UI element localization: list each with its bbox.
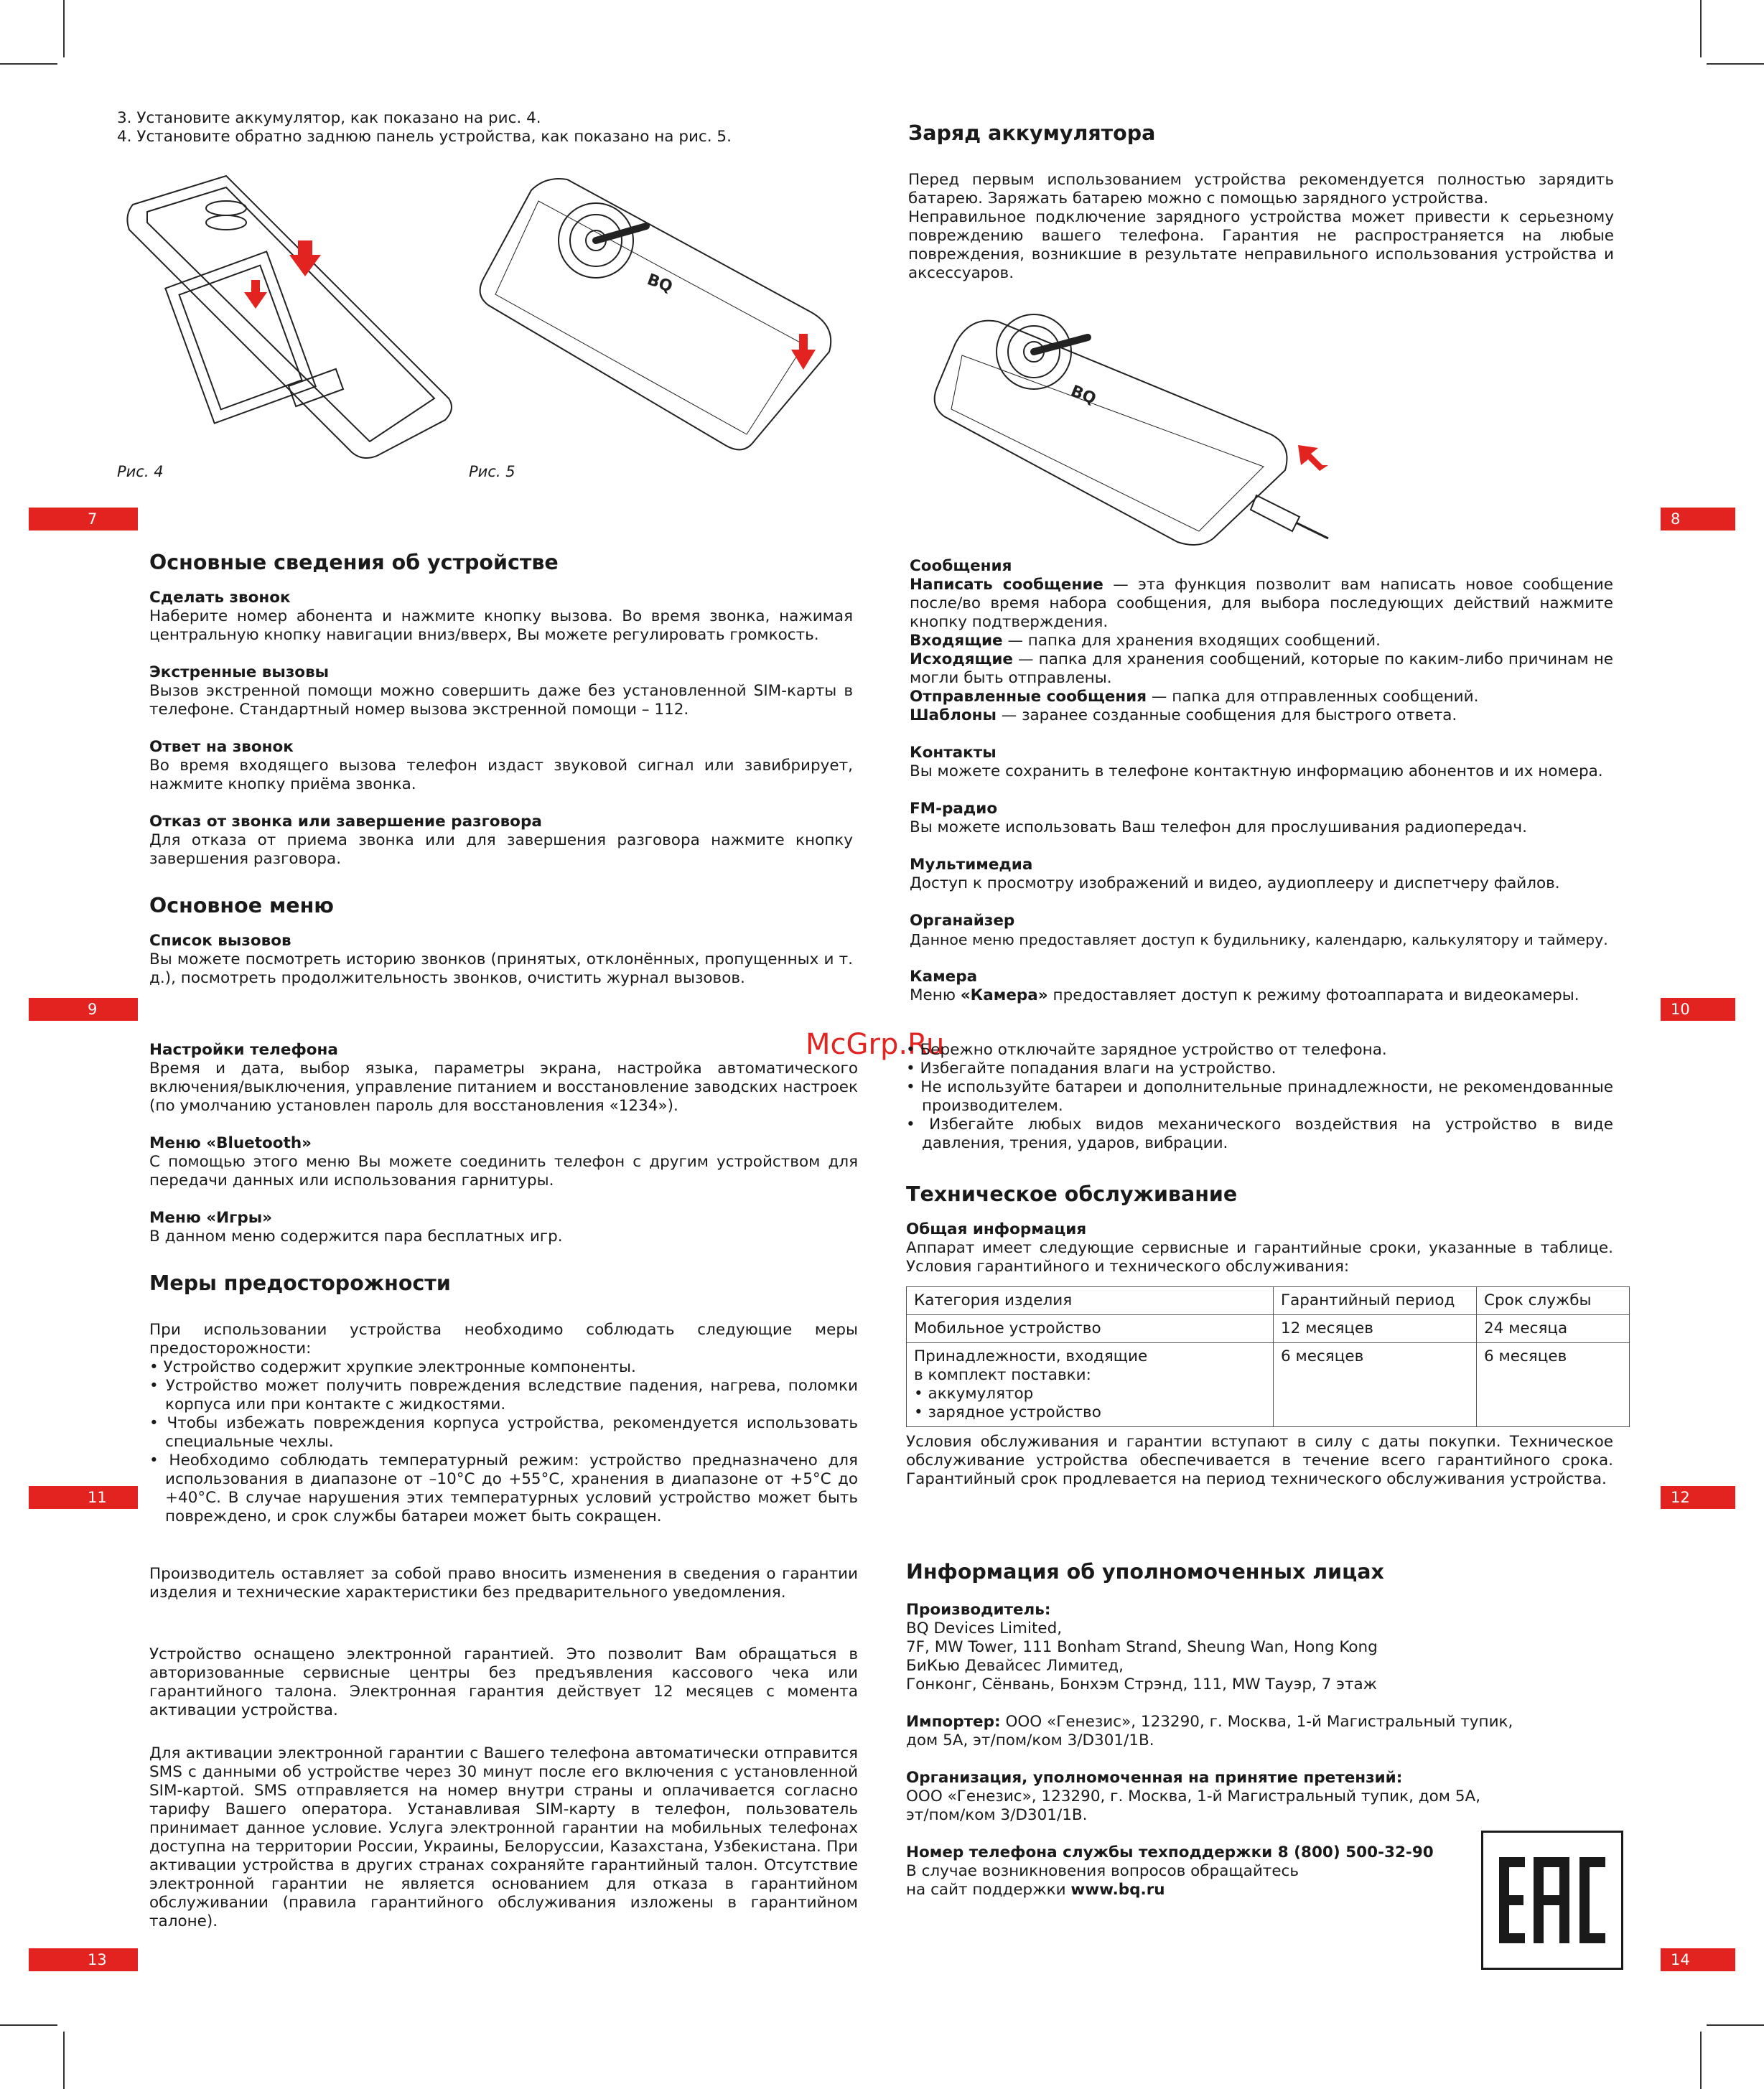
battery-install-illustration	[118, 162, 463, 463]
step-4: 4. Установите обратно заднюю панель устройства, как показано на рис. 5.	[117, 128, 732, 146]
term: Исходящие	[910, 650, 1013, 668]
paragraph: Производитель оставляет за собой право вносить изменения в сведения о гарантии изделия и технические характеристики без предварительного уведомления.	[149, 1565, 858, 1602]
table-cell: 24 месяца	[1477, 1315, 1630, 1343]
figure-4-caption: Рис. 4	[117, 463, 164, 480]
subheading: Список вызовов	[149, 932, 291, 950]
page-12-maintenance	[906, 1041, 1613, 1489]
paragraph: Для отказа от приема звонка или для завершения разговора нажмите кнопку завершения разговора.	[149, 831, 853, 868]
list-item: • Бережно отключайте зарядное устройство от телефона.	[906, 1041, 1613, 1060]
table-cell: 12 месяцев	[1274, 1315, 1477, 1343]
paragraph: Условия обслуживания и гарантии вступают в силу с даты покупки. Техническое обслуживание устройства обеспечивается в течение всего гарантийного срока. Гарантийный срок продлевается на период технического обслуживания устройства.	[906, 1433, 1613, 1488]
table-cell: Принадлежности, входящие в комплект поставки: • аккумулятор • зарядное устройство	[907, 1343, 1274, 1427]
text-line: Гонконг, Сёнвань, Бонхэм Стрэнд, 111, MW Тауэр, 7 этаж	[906, 1676, 1378, 1693]
section-title: Основное меню	[149, 894, 334, 917]
text-line: эт/пом/ком 3/D301/1В.	[906, 1806, 1088, 1824]
crop-mark	[1707, 2024, 1764, 2026]
subheading: Органайзер	[910, 912, 1015, 930]
eac-logo-icon	[1483, 1833, 1621, 1968]
paragraph: Время и дата, выбор языка, параметры экрана, настройка автоматического включения/выключения, управление питанием и восстановление заводских настроек (по умолчанию установлен пароль для восстановления «1234»).	[149, 1060, 858, 1115]
paragraph: Для активации электронной гарантии с Вашего телефона автоматически отправится SMS с данными об устройстве через 30 минут после его включения с установленной SIM-картой. SMS отправляется на номер внутри страны и оплачивается согласно тарифу Вашего оператора. Устанавливая SIM-карту в телефон, пользователь принимает данное условие. Услуга электронной гарантии на мобильных телефонах доступна на территории России, Украины, Белоруссии, Казахстана, Узбекистана. При активации устройства в других странах сохраняйте гарантийный талон. Отсутствие электронной гарантии не является основанием для отказа в гарантийном обслуживании (правила гарантийного обслуживания изложены в гарантийном талоне).	[149, 1744, 858, 1930]
table-cell: 6 месяцев	[1274, 1343, 1477, 1427]
text-line: 7F, MW Tower, 111 Bonham Strand, Sheung Wan, Hong Kong	[906, 1638, 1378, 1656]
svg-text:BQ: BQ	[1068, 382, 1099, 408]
section-title: Техническое обслуживание	[906, 1182, 1238, 1206]
term: Шаблоны	[910, 706, 997, 724]
subheading: Номер телефона службы техподдержки 8 (800) 500-32-90	[906, 1843, 1434, 1861]
definition: ООО «Генезис», 123290, г. Москва, 1-й Магистральный тупик, дом 5А, эт/пом/ком 3/D301/1В.	[906, 1713, 1513, 1749]
paragraph: В данном меню содержится пара бесплатных игр.	[149, 1228, 563, 1246]
subheading: Настройки телефона	[149, 1041, 338, 1059]
paragraph: Во время входящего вызова телефон издаст звуковой сигнал или завибрирует, нажмите кнопку приёма звонка.	[149, 757, 853, 793]
crop-mark	[63, 0, 65, 57]
page-number: 12	[1661, 1486, 1735, 1509]
page-number: 11	[29, 1486, 138, 1509]
text-line: ООО «Генезис», 123290, г. Москва, 1-й Магистральный тупик, дом 5А,	[906, 1787, 1481, 1805]
svg-text:BQ: BQ	[644, 271, 675, 296]
list-item: • Избегайте попадания влаги на устройство.	[906, 1060, 1613, 1078]
paragraph: Доступ к просмотру изображений и видео, аудиоплееру и диспетчеру файлов.	[910, 874, 1560, 892]
page-number: 9	[29, 998, 138, 1021]
definition: — эта функция позволит вам написать новое сообщение после/во время набора сообщения, для выбора последующих действий нажмите кнопку подтверждения.	[910, 576, 1613, 631]
table-row	[907, 1315, 1630, 1343]
term: Импортер:	[906, 1713, 1001, 1731]
paragraph: Устройство оснащено электронной гарантией. Это позволит Вам обращаться в авторизованные сервисные центры без предъявления кассового чека или гарантийного талона. Электронная гарантия действует 12 месяцев с момента активации устройства.	[149, 1645, 858, 1719]
paragraph: Вы можете посмотреть историю звонков (принятых, отклонённых, пропущенных и т. д.), посмотреть продолжительность звонков, очистить журнал вызовов.	[149, 950, 853, 987]
paragraph: При использовании устройства необходимо соблюдать следующие меры предосторожности:	[149, 1321, 858, 1357]
crop-mark	[1700, 2032, 1702, 2089]
paragraph: С помощью этого меню Вы можете соединить телефон с другим устройством для передачи данных или использования гарнитуры.	[149, 1153, 858, 1190]
paragraph: Перед первым использованием устройства рекомендуется полностью зарядить батарею. Заряжать батарею можно с помощью зарядного устройства.	[908, 171, 1614, 207]
service-table	[906, 1286, 1630, 1427]
list-item: • Устройство содержит хрупкие электронные компоненты.	[149, 1358, 858, 1377]
page-9-basics	[149, 550, 853, 988]
subheading: Сообщения	[910, 557, 1012, 575]
page-11-settings	[149, 1041, 858, 1526]
page-7-steps	[117, 109, 849, 146]
term: Написать сообщение	[910, 576, 1103, 594]
back-cover-illustration	[467, 162, 854, 456]
subheading: Организация, уполномоченная на принятие претензий:	[906, 1769, 1403, 1787]
support-link[interactable]: www.bq.ru	[1070, 1881, 1165, 1899]
paragraph: Вызов экстренной помощи можно совершить даже без установленной SIM-карты в телефоне. Стандартный номер вызова экстренной помощи – 112.	[149, 682, 853, 719]
crop-mark	[0, 63, 57, 65]
section-title: Основные сведения об устройстве	[149, 551, 559, 574]
page-number: 7	[29, 508, 138, 531]
page-number: 14	[1661, 1948, 1735, 1971]
page-13-warranty	[149, 1565, 858, 1931]
crop-mark	[1700, 0, 1702, 57]
list-item: • Необходимо соблюдать температурный режим: устройство предназначено для использования в диапазоне от –10°С до +55°С, хранения в диапазоне от +5°С до +40°С. В случае нарушения этих температурных условий устройство может быть повреждено, и срок службы батареи может быть сокращен.	[149, 1452, 858, 1526]
definition: — папка для хранения сообщений, которые по каким-либо причинам не могли быть отправлены.	[910, 650, 1613, 687]
watermark: McGrp.Ru	[806, 1028, 945, 1061]
text-line: БиКью Девайсес Лимитед,	[906, 1657, 1124, 1675]
page-number: 13	[29, 1948, 138, 1971]
subheading: Сделать звонок	[149, 589, 291, 607]
section-title: Информация об уполномоченных лицах	[906, 1560, 1384, 1584]
page-14-contacts: Информация об уполномоченных лицах Производитель: BQ Devices Limited, 7F, MW Tower, 111 Bonham Strand, Sheung Wan, Hong Kong БиКью Девайсес Лимитед, Гонконг, Сёнвань, Бонхэм Стрэнд, 111, MW Тауэр, 7 этаж Импортер: ООО «Генезис», 123290, г. Москва, 1-й Магистральный тупик, дом 5А, эт/пом/ком 3/D301/1В. Организация, уполномоченная на принятие претензий: ООО «Генезис», 123290, г. Москва, 1-й Магистральный тупик, дом 5А, эт/пом/ком 3/D301/1В. Номер телефона службы техподдержки 8 (800) 500-32-90 В случае возникновения вопросов обращайтесь на сайт поддержки www.bq.ru	[906, 1559, 1613, 1899]
charging-illustration	[926, 302, 1357, 549]
subheading: Отказ от звонка или завершение разговора	[149, 813, 542, 831]
page-number: 8	[1661, 508, 1735, 531]
list-item: • Не используйте батареи и дополнительные принадлежности, не рекомендованные производителем.	[906, 1078, 1613, 1116]
subheading: Экстренные вызовы	[149, 663, 330, 681]
subheading: Меню «Игры»	[149, 1209, 273, 1227]
subheading: Контакты	[910, 744, 997, 762]
term: Входящие	[910, 632, 1003, 650]
page-number: 10	[1661, 998, 1735, 1021]
subheading: FM-радио	[910, 800, 998, 818]
crop-mark	[63, 2032, 65, 2089]
subheading: Камера	[910, 968, 978, 986]
table-cell: 6 месяцев	[1477, 1343, 1630, 1427]
table-row	[907, 1343, 1630, 1427]
subheading: Общая информация	[906, 1220, 1087, 1238]
page-8-charging	[908, 121, 1614, 283]
paragraph: Вы можете сохранить в телефоне контактную информацию абонентов и их номера.	[910, 762, 1603, 780]
definition: — папка для отправленных сообщений.	[1147, 688, 1479, 706]
figure-5-caption: Рис. 5	[469, 463, 515, 480]
text-line: В случае возникновения вопросов обращайтесь	[906, 1862, 1299, 1880]
list-item: • Устройство может получить повреждения вследствие падения, нагрева, поломки корпуса или при контакте с жидкостями.	[149, 1377, 858, 1414]
crop-mark	[0, 2024, 57, 2026]
subheading: Ответ на звонок	[149, 738, 294, 756]
term: Отправленные сообщения	[910, 688, 1147, 706]
paragraph: Аппарат имеет следующие сервисные и гарантийные сроки, указанные в таблице. Условия гарантийного и технического обслуживания:	[906, 1239, 1613, 1276]
table-header-row	[907, 1287, 1630, 1315]
text-line: BQ Devices Limited,	[906, 1620, 1063, 1637]
page-10-menu: Сообщения Написать сообщение — эта функция позволит вам написать новое сообщение после/во время набора сообщения, для выбора последующих действий нажмите кнопку подтверждения. Входящие — папка для хранения входящих сообщений. Исходящие — папка для хранения сообщений, которые по каким-либо причинам не могли быть отправлены. Отправленные сообщения — папка для отправленных сообщений. Шаблоны — заранее созданные сообщения для быстрого ответа. Контакты Вы можете сохранить в телефоне контактную информацию абонентов и их номера. FM-радио Вы можете использовать Ваш телефон для прослушивания радиопередач. Мультимедиа Доступ к просмотру изображений и видео, аудиоплееру и диспетчеру файлов. Органайзер Данное меню предоставляет доступ к будильнику, календарю, калькулятору и таймеру. Камера Меню «Камера» предоставляет доступ к режиму фотоаппарата и видеокамеры.	[910, 557, 1613, 1004]
subheading: Мультимедиа	[910, 856, 1033, 874]
list-item: • Чтобы избежать повреждения корпуса устройства, рекомендуется использовать специальные чехлы.	[149, 1414, 858, 1452]
table-cell: Мобильное устройство	[907, 1315, 1274, 1343]
definition: — заранее созданные сообщения для быстрого ответа.	[996, 706, 1457, 724]
section-title: Заряд аккумулятора	[908, 121, 1156, 145]
paragraph: Неправильное подключение зарядного устройства может привести к серьезному повреждению вашего телефона. Гарантия не распространяется на любые повреждения, возникшие в результате неправильного использования устройства и аксессуаров.	[908, 208, 1614, 282]
subheading: Меню «Bluetooth»	[149, 1134, 312, 1152]
section-title: Меры предосторожности	[149, 1271, 451, 1295]
crop-mark	[1707, 63, 1764, 65]
step-3: 3. Установите аккумулятор, как показано на рис. 4.	[117, 109, 541, 127]
table-header: Срок службы	[1477, 1287, 1630, 1315]
list-item: • Избегайте любых видов механического воздействия на устройство в виде давления, трения, ударов, вибрации.	[906, 1116, 1613, 1153]
table-header: Гарантийный период	[1274, 1287, 1477, 1315]
table-header: Категория изделия	[907, 1287, 1274, 1315]
paragraph: Наберите номер абонента и нажмите кнопку вызова. Во время звонка, нажимая центральную кнопку навигации вниз/вверх, Вы можете регулировать громкость.	[149, 607, 853, 644]
eac-mark	[1481, 1831, 1623, 1970]
paragraph: Данное меню предоставляет доступ к будильнику, календарю, калькулятору и таймеру.	[910, 931, 1608, 948]
paragraph: Вы можете использовать Ваш телефон для прослушивания радиопередач.	[910, 818, 1527, 836]
subheading: Производитель:	[906, 1601, 1051, 1619]
definition: — папка для хранения входящих сообщений.	[1002, 632, 1381, 650]
